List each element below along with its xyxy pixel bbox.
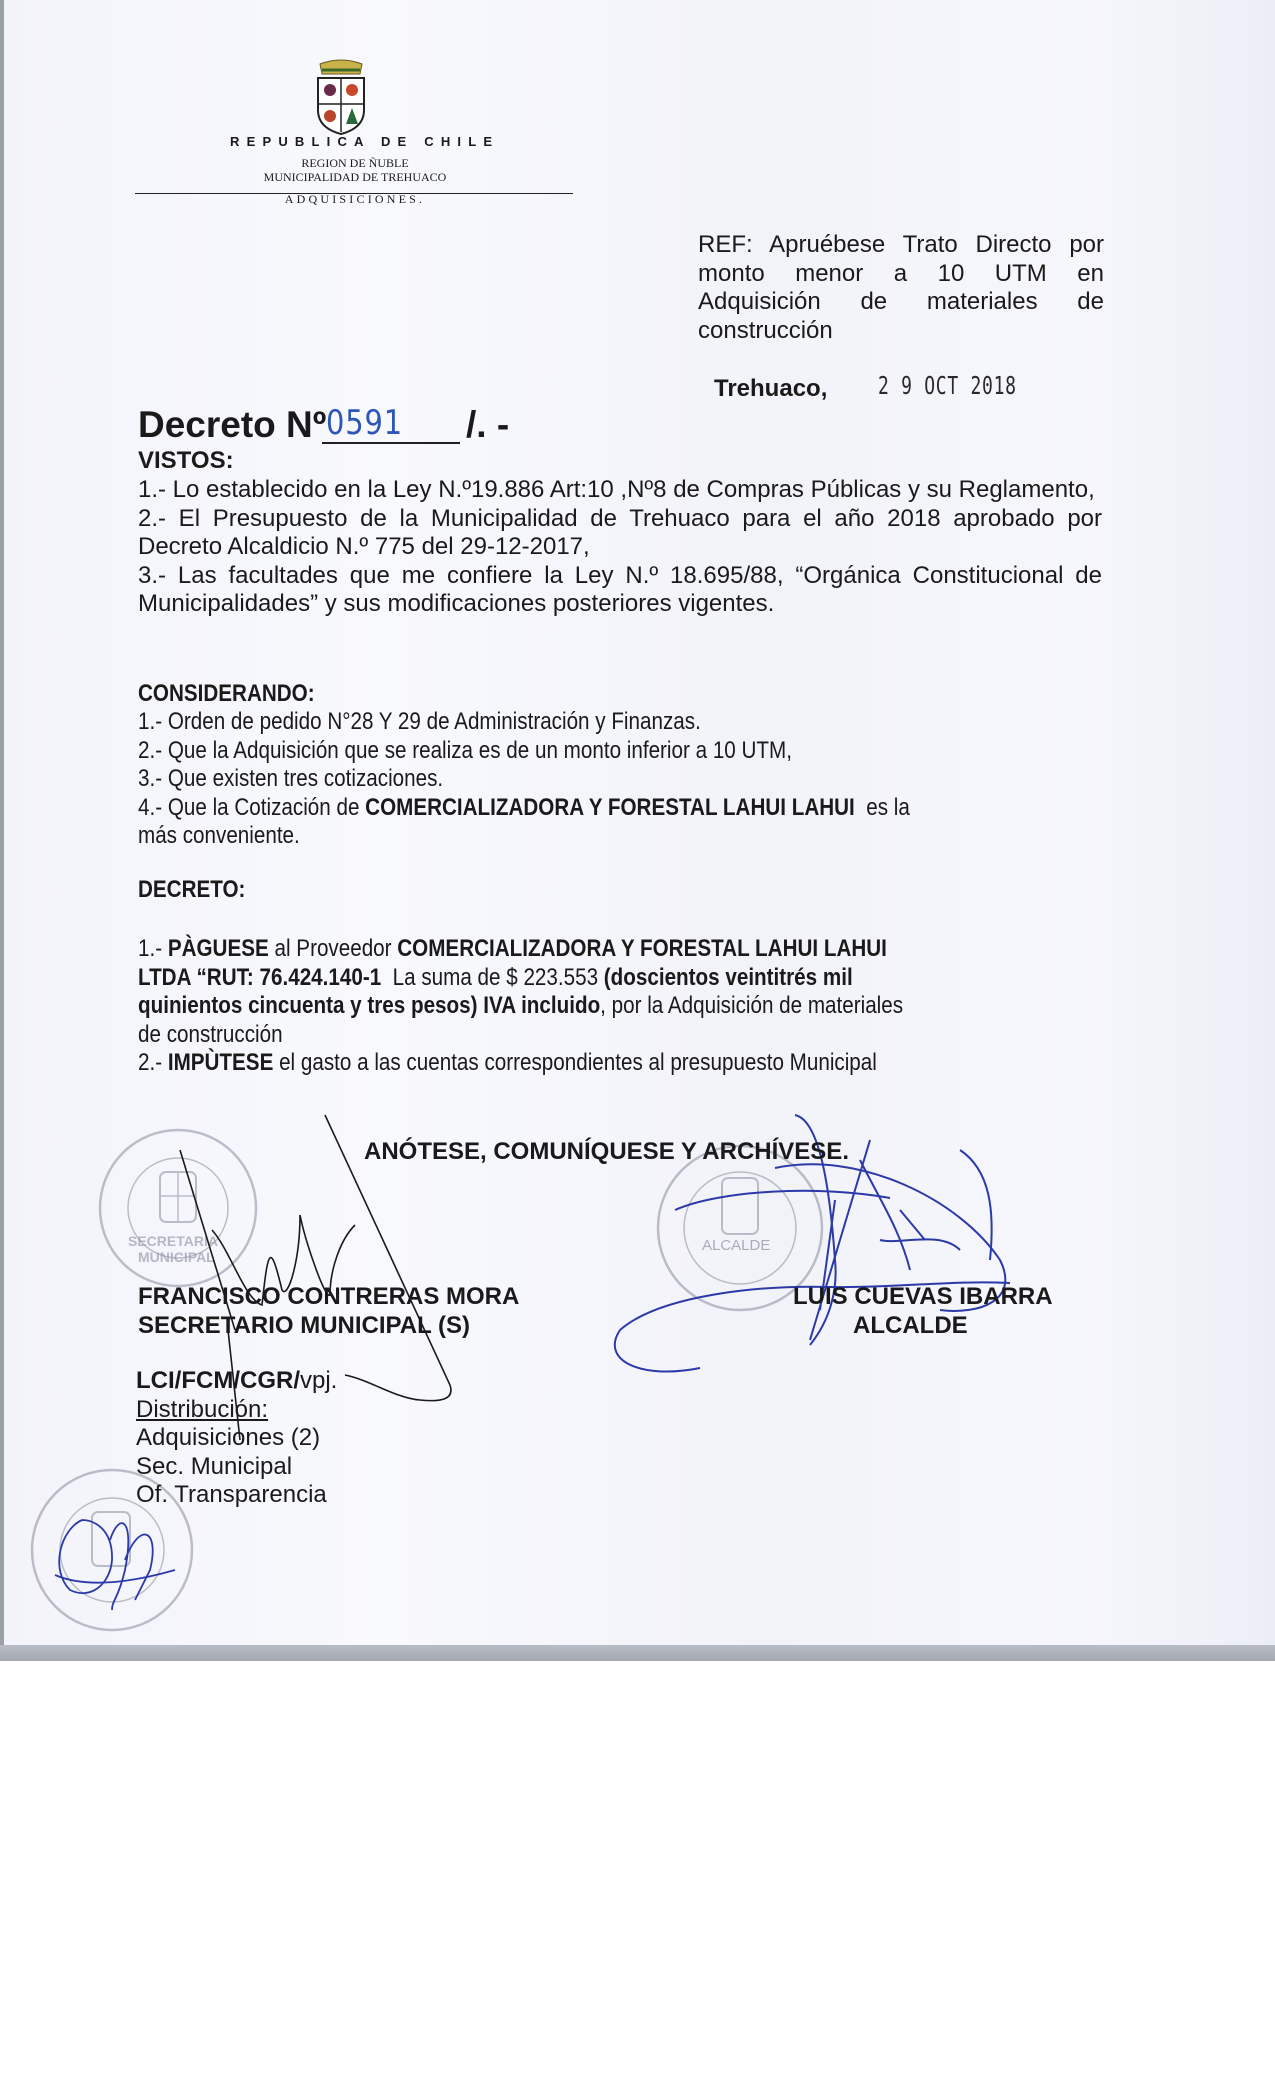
- item-text: , por la Adquisición de materiales: [600, 992, 904, 1020]
- distribution-item: Adquisiciones (2): [136, 1424, 321, 1452]
- vistos-list: [138, 476, 1102, 619]
- date-stamp: 2 9 OCT 2018: [878, 371, 1017, 400]
- considerando-list: [138, 708, 1102, 851]
- decreto-item-line: [138, 1049, 967, 1078]
- seal-text-alcalde: ALCALDE: [702, 1237, 771, 1254]
- seal-text-secretaria: SECRETARIA: [128, 1233, 218, 1249]
- considerando-heading: CONSIDERANDO:: [138, 680, 315, 707]
- place: Trehuaco,: [714, 375, 828, 402]
- decree-title: Decreto Nº: [138, 404, 327, 445]
- item-num: 2.-: [138, 1049, 168, 1077]
- initials-bold: LCI/FCM/CGR/: [136, 1367, 300, 1394]
- amount-words: (doscientos veintitrés mil: [603, 963, 853, 991]
- decreto-item-line: [138, 964, 967, 993]
- mayor-name: LUIS CUEVAS IBARRA: [793, 1283, 1053, 1310]
- distribution-heading: Distribución:: [136, 1395, 269, 1423]
- scan-edge: [0, 0, 4, 1648]
- company-name: COMERCIALIZADORA Y FORESTAL LAHUI LAHUI: [365, 793, 855, 821]
- distribution-block: [136, 1367, 337, 1510]
- seal-text-municipal: MUNICIPAL: [138, 1249, 215, 1265]
- provider-rut: LTDA “RUT: 76.424.140-1: [138, 963, 382, 991]
- distribution-item: Of. Transparencia: [136, 1481, 327, 1509]
- provider-name: COMERCIALIZADORA Y FORESTAL LAHUI LAHUI: [397, 935, 887, 962]
- mayor-title: ALCALDE: [853, 1312, 968, 1339]
- secretary-name: FRANCISCO CONTRERAS MORA: [138, 1283, 520, 1310]
- decree-number-field: [322, 404, 460, 444]
- scan-bottom-band: [0, 1645, 1275, 1661]
- item-text: es la: [860, 793, 910, 821]
- item-text: 4.- Que la Cotización de: [138, 793, 366, 821]
- decreto-item-line: [138, 935, 967, 964]
- amount-words-cont: quinientos cincuenta y tres pesos) IVA incluido: [138, 992, 601, 1020]
- vistos-item: 2.- El Presupuesto de la Municipalidad de Trehuaco para el año 2018 aprobado por Decreto Alcaldicio N.º 775 del 29-12-2017,: [138, 504, 1102, 561]
- considerando-item-cont: más conveniente.: [138, 822, 300, 850]
- decreto-item-line: de construcción: [138, 1020, 283, 1048]
- considerando-item: 2.- Que la Adquisición que se realiza es de un monto inferior a 10 UTM,: [138, 736, 792, 764]
- header-municipality: MUNICIPALIDAD DE TREHUACO: [263, 170, 447, 184]
- decreto-heading: DECRETO:: [138, 876, 246, 903]
- vistos-item: 3.- Las facultades que me confiere la Ley N.º 18.695/88, “Orgánica Constitucional de Municipalidades” y sus modificaciones posteriores vigentes.: [138, 561, 1102, 618]
- municipal-crest-icon: [312, 58, 370, 136]
- item-text: el gasto a las cuentas correspondientes al presupuesto Municipal: [273, 1049, 877, 1077]
- initials: [136, 1367, 337, 1396]
- decree-suffix: /. -: [466, 404, 510, 445]
- decreto-item-line: [138, 992, 967, 1021]
- header-department: ADQUISICIONES.: [284, 192, 426, 206]
- closing-formula: ANÓTESE, COMUNÍQUESE Y ARCHÍVESE.: [364, 1138, 849, 1165]
- item-text: al Proveedor: [268, 935, 398, 962]
- impute-verb: IMPÙTESE: [167, 1049, 274, 1077]
- vistos-item: 1.- Lo establecido en la Ley N.º19.886 Art:10 ,Nº8 de Compras Públicas y su Reglamento,: [138, 476, 1095, 503]
- vistos-heading: VISTOS:: [138, 447, 234, 474]
- decreto-list: [138, 935, 1102, 1078]
- amount-text: La suma de $ 223.553: [381, 963, 604, 991]
- reference-text: REF: Apruébese Trato Directo por monto menor a 10 UTM en Adquisición de materiales de construcción: [698, 231, 1104, 344]
- considerando-item: 3.- Que existen tres cotizaciones.: [138, 765, 444, 793]
- distribution-item: Sec. Municipal: [136, 1452, 293, 1480]
- initials-light: vpj.: [299, 1367, 338, 1394]
- secretary-title: SECRETARIO MUNICIPAL (S): [138, 1312, 471, 1339]
- item-num: 1.-: [138, 935, 168, 962]
- pay-verb: PÀGUESE: [167, 935, 269, 962]
- header-country: REPUBLICA DE CHILE: [230, 134, 500, 149]
- considerando-item: 1.- Orden de pedido N°28 Y 29 de Administración y Finanzas.: [138, 708, 701, 735]
- header-region: REGION DE ÑUBLE: [301, 156, 409, 170]
- considerando-item: [138, 794, 967, 823]
- decree-number-handwritten: 0591: [326, 403, 403, 443]
